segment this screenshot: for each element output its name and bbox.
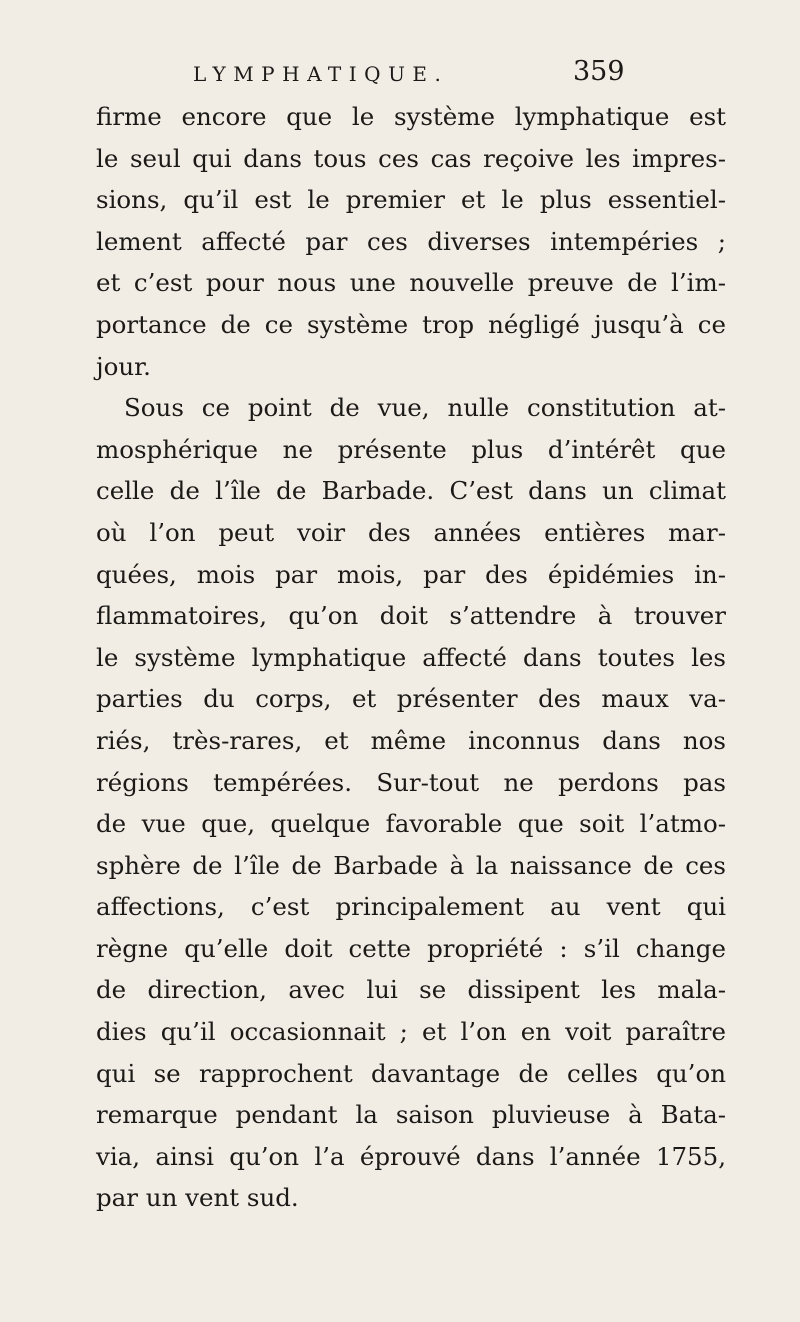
body-text bbox=[96, 96, 726, 1219]
running-header bbox=[193, 56, 673, 96]
text-line: le seul qui dans tous ces cas reçoive les impres- bbox=[96, 143, 726, 173]
text-line: quées, mois par mois, par des épidémies in- bbox=[96, 559, 726, 589]
text-line: règne qu’elle doit cette propriété : s’il change bbox=[96, 933, 726, 963]
text-line: régions tempérées. Sur-tout ne perdons pas bbox=[96, 767, 726, 797]
text-line: portance de ce système trop négligé jusqu’à ce bbox=[96, 309, 726, 339]
text-line: parties du corps, et présenter des maux va- bbox=[96, 684, 726, 714]
text-line: dies qu’il occasionnait ; et l’on en voit paraître bbox=[96, 1017, 726, 1047]
text-line: de vue que, quelque favorable que soit l’atmo- bbox=[96, 809, 726, 839]
text-line: via, ainsi qu’on l’a éprouvé dans l’année 1755, bbox=[96, 1141, 726, 1171]
text-line: sions, qu’il est le premier et le plus essentiel- bbox=[96, 185, 726, 215]
text-line: lement affecté par ces diverses intempéries ; bbox=[96, 226, 726, 256]
text-line: et c’est pour nous une nouvelle preuve de l’im- bbox=[96, 268, 726, 298]
text-line: flammatoires, qu’on doit s’attendre à trouver bbox=[96, 601, 726, 631]
page-number: 359 bbox=[573, 56, 625, 87]
text-line: par un vent sud. bbox=[96, 1183, 299, 1213]
text-line: affections, c’est principalement au vent qui bbox=[96, 892, 726, 922]
text-line: le système lymphatique affecté dans toutes les bbox=[96, 642, 726, 672]
text-line: jour. bbox=[96, 351, 151, 381]
text-line: sphère de l’île de Barbade à la naissance de ces bbox=[96, 850, 726, 880]
text-line: mosphérique ne présente plus d’intérêt que bbox=[96, 434, 726, 464]
text-line: où l’on peut voir des années entières mar- bbox=[96, 517, 726, 547]
text-line: celle de l’île de Barbade. C’est dans un climat bbox=[96, 476, 726, 506]
text-line: riés, très-rares, et même inconnus dans nos bbox=[96, 725, 726, 755]
paragraph-start-line: Sous ce point de vue, nulle constitution at- bbox=[124, 393, 726, 423]
running-title: LYMPHATIQUE. bbox=[193, 62, 449, 86]
text-line: de direction, avec lui se dissipent les mala- bbox=[96, 975, 726, 1005]
text-line: remarque pendant la saison pluvieuse à Bata- bbox=[96, 1100, 726, 1130]
text-line: qui se rapprochent davantage de celles qu’on bbox=[96, 1058, 726, 1088]
text-line: firme encore que le système lymphatique est bbox=[96, 102, 726, 131]
